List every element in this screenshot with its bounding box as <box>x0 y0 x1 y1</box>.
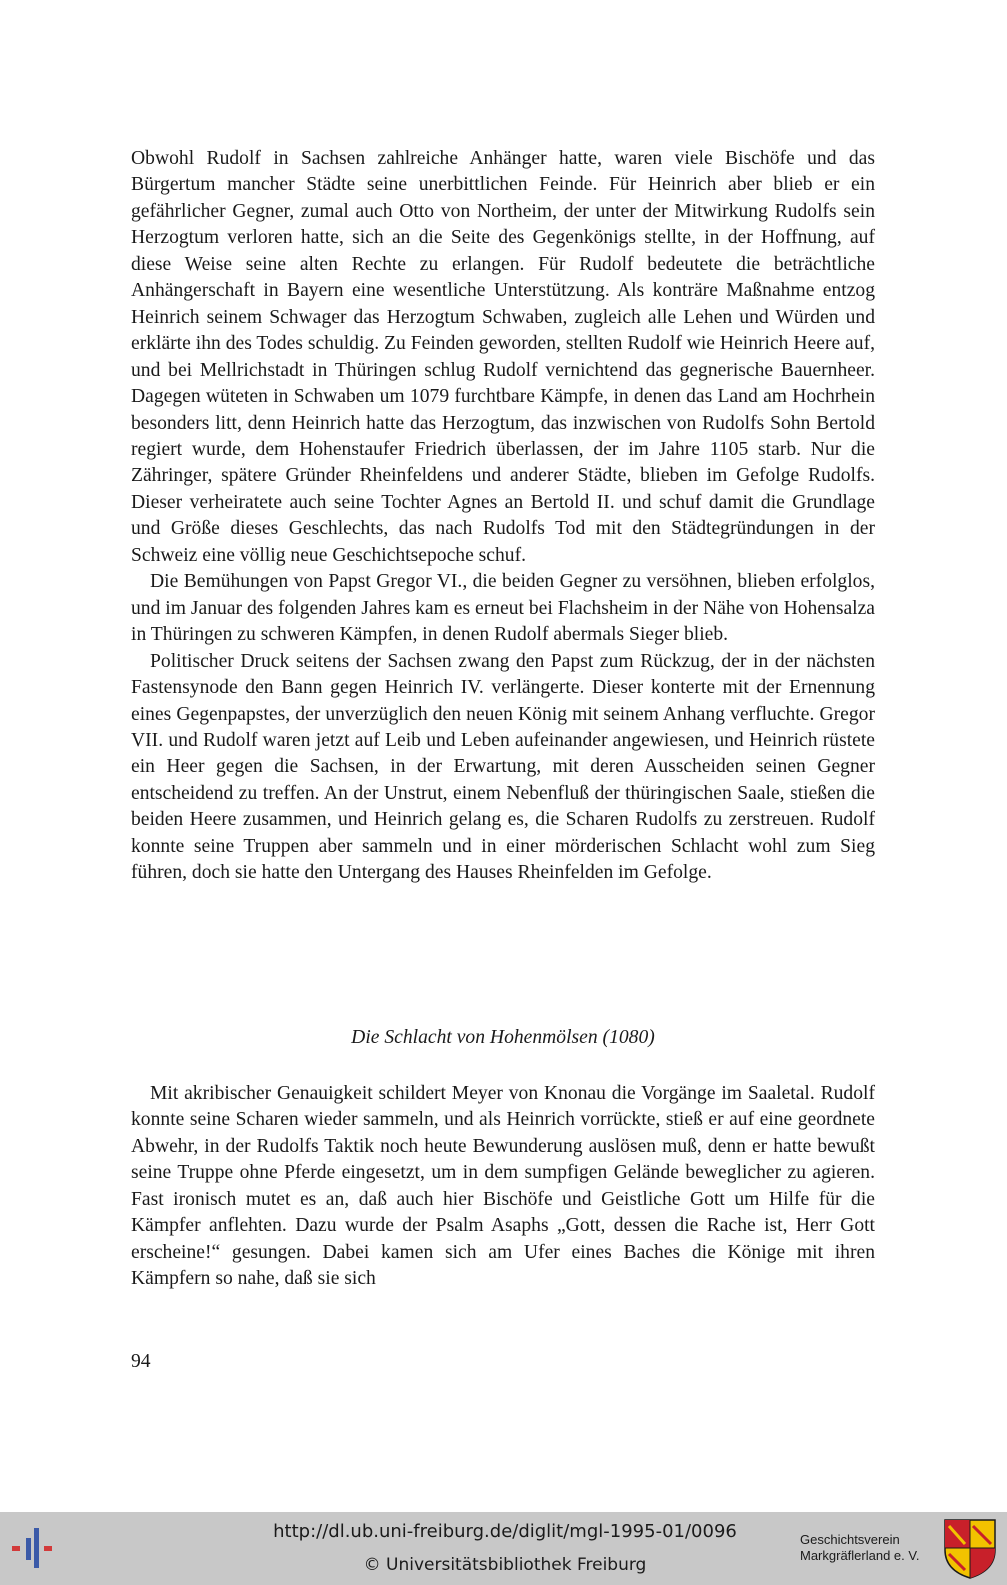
society-name[interactable] <box>800 1532 940 1564</box>
section-heading: Die Schlacht von Hohenmölsen (1080) <box>351 1027 655 1048</box>
paragraph: Mit akribischer Genauigkeit schildert Meyer von Knonau die Vorgänge im Saaletal. Rudolf konnte seine Scharen wieder sammeln, und als Heinrich vorrückte, stieß er auf eine geordnete Abwehr, in der Rudolfs Taktik noch heute Bewunderung auslösen muß, denn er hatte bewußt seine Truppe ohne Pferde eingesetzt, um in dem sumpfigen Gelände beweglicher zu agieren. Fast ironisch mutet es an, daß auch hier Bischöfe und Geistliche Gott um Hilfe für die Kämpfer anflehten. Dazu wurde der Psalm Asaphs „Gott, dessen die Rache ist, Herr Gott erscheine!“ gesungen. Dabei kamen sich am Ufer eines Baches die Könige mit ihren Kämpfern so nahe, daß sie sich <box>131 1083 875 1290</box>
footer-bar <box>0 1512 1007 1585</box>
society-name-line1: Geschichtsverein <box>800 1532 900 1547</box>
body-text-top <box>131 146 875 887</box>
university-library-logo-icon[interactable] <box>8 1524 68 1572</box>
paragraph: Die Bemühungen von Papst Gregor VI., die beiden Gegner zu versöhnen, blieben erfolglos, und im Januar des folgenden Jahres kam es erneut bei Flachsheim in der Nähe von Hohensalza in Thüringen zu schweren Kämpfen, in denen Rudolf abermals Sieger blieb. <box>131 571 875 646</box>
body-text-bottom <box>131 1081 875 1293</box>
footer-url-link[interactable]: http://dl.ub.uni-freiburg.de/diglit/mgl-1995-01/0096 <box>273 1521 737 1542</box>
society-coat-of-arms-icon[interactable] <box>943 1518 997 1580</box>
footer-copyright: © Universitätsbibliothek Freiburg <box>363 1555 647 1575</box>
page-number: 94 <box>131 1351 151 1372</box>
society-name-line2: Markgräflerland e. V. <box>800 1548 920 1563</box>
paragraph: Politischer Druck seitens der Sachsen zwang den Papst zum Rückzug, der in der nächsten Fastensynode den Bann gegen Heinrich IV. verlängerte. Dieser konterte mit der Ernennung eines Gegenpapstes, der unverzüglich den neuen König mit seinem Anhang verfluchte. Gregor VII. und Rudolf waren jetzt auf Leib und Leben aufeinander angewiesen, und Heinrich rüstete ein Heer gegen die Sachsen, in der Erwartung, mit deren Ausscheiden seinen Gegner entscheidend zu treffen. An der Unstrut, einem Nebenfluß der thüringischen Saale, stießen die beiden Heere zusammen, und Heinrich gelang es, die Scharen Rudolfs zu zerstreuen. Rudolf konnte seine Truppen aber sammeln und in einer mörderischen Schlacht wohl zum Sieg führen, doch sie hatte den Untergang des Hauses Rheinfelden im Gefolge. <box>131 650 875 884</box>
paragraph: Obwohl Rudolf in Sachsen zahlreiche Anhänger hatte, waren viele Bischöfe und das Bürgertum mancher Städte seine unerbittlichen Feinde. Für Heinrich aber blieb er ein gefährlicher Gegner, zumal auch Otto von Northeim, der unter der Mitwirkung Rudolfs sein Herzogtum verloren hatte, sich an die Seite des Gegenkönigs stellte, in der Hoffnung, auf diese Weise seine alten Rechte zu erlangen. Für Rudolf bedeutete die beträchtliche Anhängerschaft in Bayern eine wesentliche Unterstützung. Als konträre Maßnahme entzog Heinrich seinem Schwager das Herzogtum Schwaben, zugleich alle Lehen und Würden und erklärte ihn des Todes schuldig. Zu Feinden geworden, stellten Rudolf wie Heinrich Heere auf, und bei Mellrichstadt in Thüringen schlug Rudolf vernichtend das gegnerische Bauernheer. Dagegen wüteten in Schwaben um 1079 furchtbare Kämpfe, in denen das Land am Hochrhein besonders litt, denn Heinrich hatte das Herzogtum, das inzwischen von Rudolfs Sohn Bertold regiert wurde, dem Hohenstaufer Friedrich überlassen, der im Jahre 1105 starb. Nur die Zähringer, spätere Gründer Rheinfeldens und anderer Städte, blieben im Gefolge Rudolfs. Dieser verheiratete auch seine Tochter Agnes an Bertold II. und schuf damit die Grundlage und Größe dieses Geschlechts, das nach Rudolfs Tod mit den Städtegründungen in der Schweiz eine völlig neue Geschichtsepoche schuf. <box>131 148 875 566</box>
